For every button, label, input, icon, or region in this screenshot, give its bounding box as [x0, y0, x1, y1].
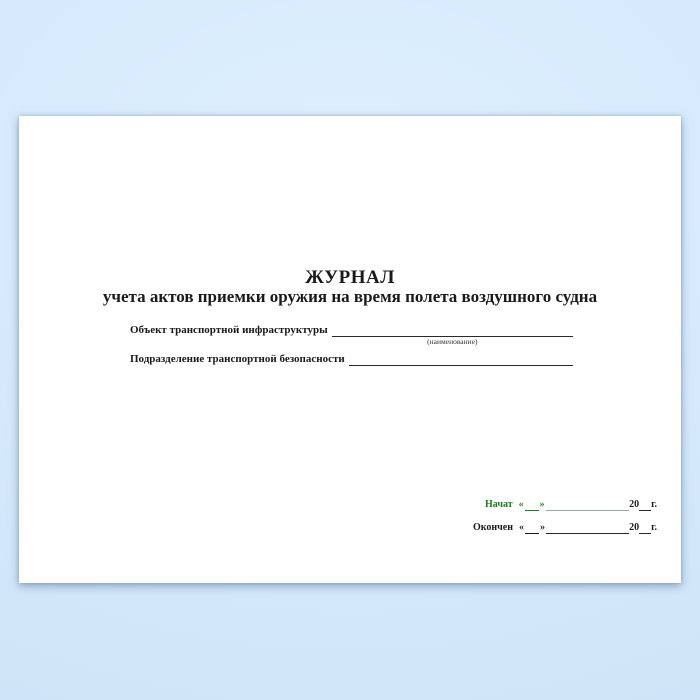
started-year-blank-line — [639, 498, 651, 511]
security-unit-label: Подразделение транспортной безопасности — [130, 353, 345, 365]
journal-subtitle: учета актов приемки оружия на время полета воздушного судна — [102, 287, 598, 306]
infrastructure-object-label: Объект транспортной инфраструктуры — [130, 324, 328, 336]
started-year-prefix: 20 — [629, 499, 640, 510]
started-month-blank-line — [546, 498, 629, 511]
date-started-row — [485, 498, 657, 511]
date-finished-row — [473, 521, 657, 534]
close-quote: » — [539, 499, 545, 510]
finished-label: Окончен — [473, 522, 514, 533]
finished-day-blank-line — [525, 521, 539, 534]
started-day-blank-line — [525, 498, 539, 511]
finished-year-prefix: 20 — [629, 522, 640, 533]
infrastructure-object-blank-line — [332, 324, 573, 346]
field-infrastructure-object — [130, 324, 573, 346]
security-unit-blank-line — [349, 353, 573, 366]
finished-month-blank-line — [546, 521, 629, 534]
name-hint: (наименование) — [427, 337, 478, 346]
started-year-suffix: г. — [651, 499, 657, 510]
field-security-unit — [130, 353, 573, 366]
close-quote: » — [540, 522, 546, 533]
open-quote: « — [519, 522, 525, 533]
journal-cover-sheet — [19, 116, 681, 583]
finished-year-blank-line — [639, 521, 651, 534]
finished-year-suffix: г. — [651, 522, 657, 533]
open-quote: « — [518, 499, 524, 510]
started-label: Начат — [485, 499, 513, 510]
journal-title: ЖУРНАЛ — [305, 267, 395, 288]
